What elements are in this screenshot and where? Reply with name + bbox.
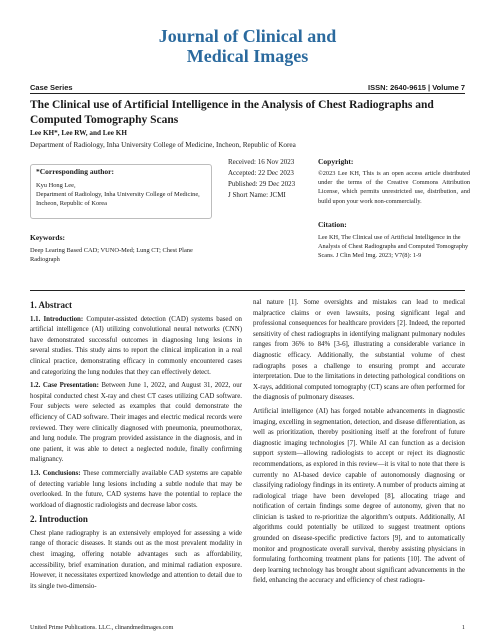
citation-text: Lee KH, The Clinical use of Artificial Intelligence in the Analysis of Chest Radiographs and Computed Tomography Scans. J Clin Med Img. 2023; V7(8): 1-9 bbox=[318, 234, 469, 260]
introduction-heading: 2. Introduction bbox=[30, 514, 88, 525]
corresponding-author-name: Kyu Hong Lee, bbox=[36, 182, 76, 189]
body-rule bbox=[30, 290, 465, 291]
left-column bbox=[30, 300, 242, 595]
header-rule bbox=[30, 93, 465, 94]
keywords-text: Deep Learing Based CAD; VUNO-Med; Lung CT; Chest Plane Radiograph bbox=[30, 247, 193, 264]
ai-paragraph: Artificial intelligence (AI) has forged notable advancements in diagnostic imaging, excelling in segmentation, detection, and disease differentiation, as well as prioritization, thereby positioning itself at the forefront of future diagnostic imaging technologies [7]. While AI can function as a decision support system—allowing radiologists to accept or reject its diagnostic recommendations, as explored in this review—it is vital to note that there is currently no AI-based device capable of autonomously diagnosing or classifying radiology findings in its entirety. A number of products aiming at radiological triage have been developed [8], allocating triage and notification of certain findings some degree of autonomy, given that no clinician is tasked to re-prioritize the algorithm’s outputs. Additionally, AI algorithms could potentially be utilized to suggest treatment options grounded on disease-specific predictive factors [9], and to automatically monitor and prognosticate overall survival, thereby assisting physicians in formulating forthcoming treatment plans for patients [10]. The advent of deep learning technology has brought about significant advancements in the field, enhancing the accuracy and efficiency of chest radiogra- bbox=[253, 407, 465, 585]
corresponding-author-heading: *Corresponding author: bbox=[36, 167, 114, 176]
keywords-heading: Keywords: bbox=[30, 233, 65, 242]
journal-title-line1: Journal of Clinical and bbox=[158, 26, 337, 46]
authors: Lee KH*, Lee RW, and Lee KH bbox=[30, 129, 127, 137]
abstract-case-text: Between June 1, 2022, and August 31, 2022, our hospital conducted chest X-ray and chest CT cases utilizing CAD software. Four subjects were selected as examples that could demonstrate the efficiency of CAD software. Their images and electric medical records were reviewed. They were clinically diagnosed with pneumonia, pneumothorax, and lung nodule. The program provided assistance in the diagnosis, and in one patient, it was able to detect a neglected nodule, finally confirming malignancy. bbox=[30, 382, 242, 464]
footer-publisher: United Prime Publications. LLC., clinandmedimages.com bbox=[30, 624, 174, 631]
article-dates bbox=[228, 157, 295, 201]
abstract-introduction-text: Computer-assisted detection (CAD) systems based on artificial intelligence (AI) utilizing convolutional neural networks (CNN) have demonstrated successful outcomes in diagnosing lung lesions in several studies. This study aims to report the clinical implication in a real clinical practice, demonstrating efficacy in commonly encountered cases and categorizing the lung nodules that they can effectively detect. bbox=[30, 315, 242, 376]
right-column bbox=[253, 298, 465, 590]
date-received: Received: 16 Nov 2023 bbox=[228, 158, 295, 166]
intro-continuation-paragraph: nal nature [1]. Some oversights and mistakes can lead to medical malpractice claims or even lawsuits, posing significant legal and professional consequences for healthcare providers [2]. Indeed, the reported sensitivity of chest radiographs in identifying malignant pulmonary nodules ranges from 36% to 84% [3-6], illustrating a considerable variance in diagnostic efficacy. Additionally, the substantial volume of chest radiographs poses a challenge to ensuring prompt and accurate interpretation. Due to the limitations in detecting pathological conditions on X-rays, additional computed tomography (CT) scans are often performed for the diagnosis of pulmonary diseases. bbox=[253, 299, 465, 402]
introduction-paragraph: Chest plane radiography is an extensively employed for assessing a wide range of thoracic diseases. It stands out as the most prevalent modality in chest imaging, offering notable advantages such as affordability, accessibility, brief examination duration, and minimal radiation exposure. However, it necessitates expertized knowledge and attention to detail due to its single two-dimensio- bbox=[30, 529, 242, 590]
abstract-introduction bbox=[30, 315, 242, 379]
abstract-case-presentation bbox=[30, 381, 242, 466]
abstract-introduction-label: 1.1. Introduction: bbox=[30, 315, 84, 323]
date-accepted: Accepted: 22 Dec 2023 bbox=[228, 169, 294, 177]
journal-title-line2: Medical Images bbox=[186, 46, 309, 66]
copyright-heading: Copyright: bbox=[318, 157, 354, 166]
article-title: The Clinical use of Artificial Intelligence in the Analysis of Chest Radiographs and Computed Tomography Scans bbox=[30, 99, 434, 126]
journal-title bbox=[0, 26, 495, 66]
article-type: Case Series bbox=[30, 83, 73, 92]
abstract-conclusions-text: These commercially available CAD systems are capable of detecting variable lung lesions including a subtle nodule that may be overlooked. In the future, CAD systems have the potential to replace the workload of diagnostic radiologists and decrease labor costs. bbox=[30, 469, 242, 509]
copyright-text: ©2023 Lee KH, This is an open access article distributed under the terms of the Creative Commons Attribution License, which permits unrestricted use, distribution, and build upon your work non-commercially. bbox=[318, 170, 470, 205]
date-published: Published: 29 Dec 2023 bbox=[228, 180, 296, 188]
abstract-case-label: 1.2. Case Presentation: bbox=[30, 382, 99, 390]
citation-heading: Citation: bbox=[318, 220, 347, 229]
journal-short-name: J Short Name: JCMI bbox=[228, 191, 286, 199]
issn-volume: ISSN: 2640-9615 | Volume 7 bbox=[367, 83, 465, 92]
abstract-conclusions-label: 1.3. Conclusions: bbox=[30, 469, 81, 477]
abstract-heading: 1. Abstract bbox=[30, 300, 72, 310]
corresponding-author-address: Department of Radiology, Inha University College of Medicine, Incheon, Republic of Korea bbox=[36, 191, 200, 207]
abstract-conclusions bbox=[30, 469, 242, 511]
corresponding-author-details bbox=[36, 181, 206, 208]
affiliation: Department of Radiology, Inha University College of Medicine, Incheon, Republic of Korea bbox=[30, 141, 296, 149]
page-number: 1 bbox=[461, 624, 465, 631]
